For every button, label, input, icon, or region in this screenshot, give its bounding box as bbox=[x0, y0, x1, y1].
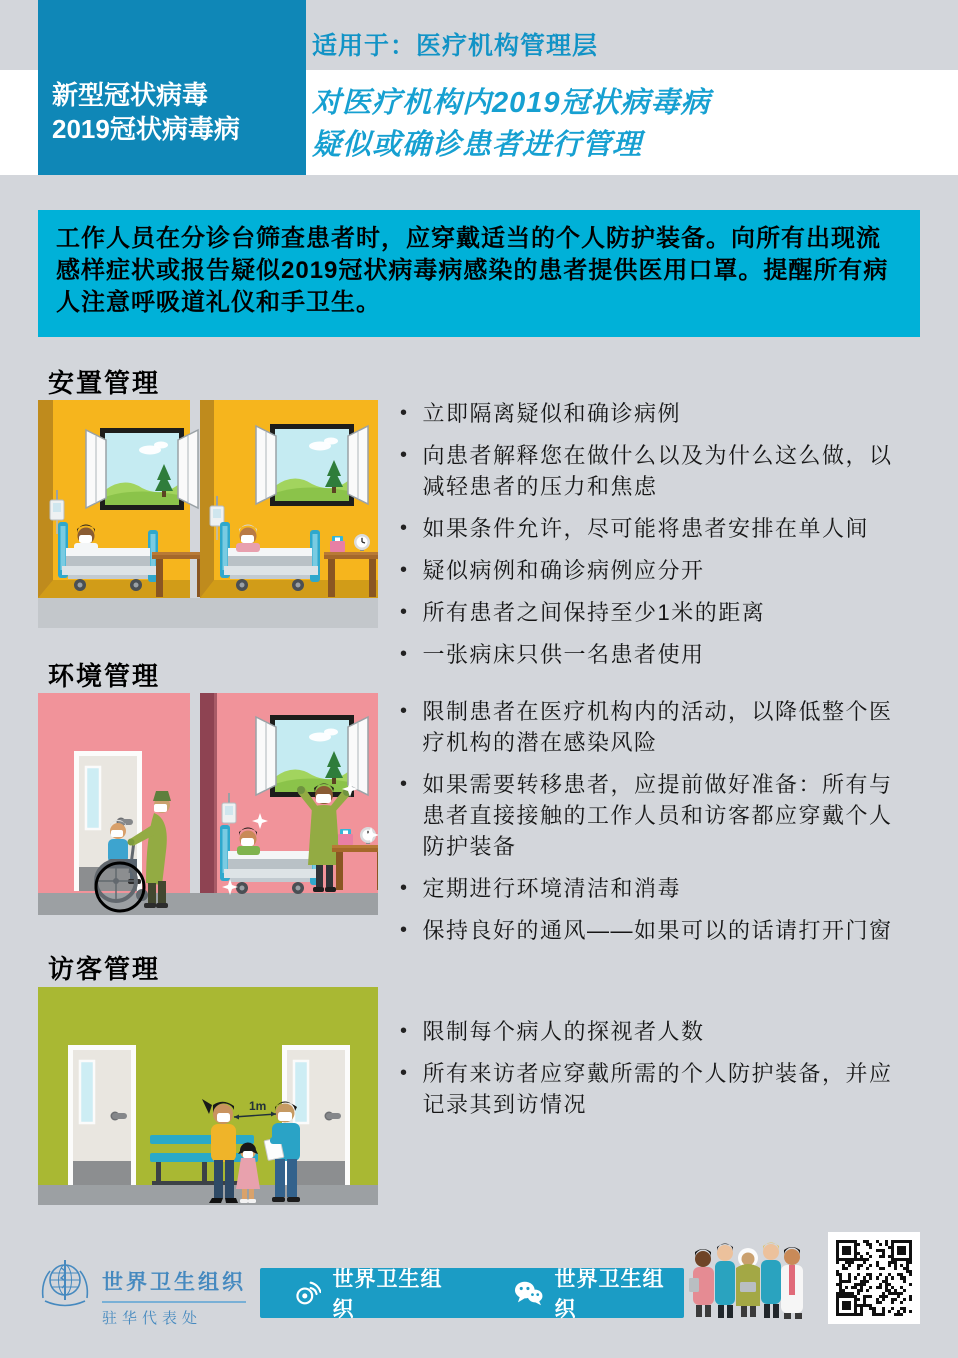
visitors-bullet-list bbox=[400, 1016, 906, 1131]
list-item: • 定期进行环境清洁和消毒 bbox=[400, 873, 906, 904]
virus-name-line2: 2019冠状病毒病 bbox=[52, 114, 240, 144]
worker-figure bbox=[781, 1247, 803, 1319]
qr-code-grid bbox=[836, 1240, 912, 1316]
virus-name-line1: 新型冠状病毒 bbox=[52, 80, 209, 110]
list-item: • 如果需要转移患者，应提前做好准备：所有与患者直接接触的工作人员和访客都应穿戴个人防护装备 bbox=[400, 769, 906, 862]
environment-illustration bbox=[38, 693, 378, 928]
list-item: • 所有患者之间保持至少1米的距离 bbox=[400, 597, 906, 628]
placement-illustration-svg bbox=[38, 400, 378, 628]
tissue-box-icon bbox=[338, 829, 353, 845]
worker-figure bbox=[736, 1248, 760, 1317]
list-item: • 向患者解释您在做什么以及为什么这么做，以减轻患者的压力和焦虑 bbox=[400, 440, 906, 502]
list-item: • 一张病床只供一名患者使用 bbox=[400, 639, 906, 670]
bullet-icon: • bbox=[400, 1020, 409, 1042]
cleaning-scene bbox=[200, 693, 378, 895]
healthcare-workers-svg bbox=[688, 1242, 808, 1320]
qr-code bbox=[828, 1232, 920, 1324]
floor-strip bbox=[38, 893, 378, 915]
weibo-account bbox=[294, 1263, 462, 1323]
page-title-line2: 疑似或确诊患者进行管理 bbox=[312, 129, 643, 161]
audience-label: 适用于：医疗机构管理层 bbox=[312, 32, 599, 60]
isolation-room-2 bbox=[200, 400, 378, 598]
who-office: 驻华代表处 bbox=[102, 1310, 203, 1327]
tissue-box-icon bbox=[330, 536, 345, 552]
visitors-illustration-svg bbox=[38, 987, 378, 1219]
who-logo bbox=[36, 1254, 246, 1328]
list-item: • 立即隔离疑似和确诊病例 bbox=[400, 398, 906, 429]
bullet-icon: • bbox=[400, 919, 409, 941]
environment-bullet-list bbox=[400, 696, 906, 957]
worker-figure bbox=[761, 1242, 781, 1318]
corridor-scene bbox=[38, 693, 190, 911]
bullet-icon: • bbox=[400, 559, 409, 581]
bullet-icon: • bbox=[400, 877, 409, 899]
social-media-bar bbox=[260, 1268, 684, 1321]
floor-strip bbox=[38, 598, 378, 628]
bullet-icon: • bbox=[400, 444, 409, 466]
bullet-icon: • bbox=[400, 517, 409, 539]
virus-name-box bbox=[38, 0, 306, 175]
worker-figure bbox=[689, 1249, 714, 1317]
worker-figure bbox=[715, 1243, 735, 1318]
distance-label: 1m bbox=[249, 1099, 267, 1113]
weibo-icon bbox=[294, 1279, 321, 1307]
wechat-account bbox=[514, 1263, 684, 1323]
weibo-account-name: 世界卫生组织 bbox=[332, 1268, 443, 1321]
page-title bbox=[312, 82, 711, 166]
wechat-icon bbox=[514, 1280, 543, 1307]
door bbox=[68, 1045, 136, 1185]
bullet-icon: • bbox=[400, 1062, 409, 1084]
open-window-icon bbox=[256, 424, 368, 506]
placement-bullet-list bbox=[400, 398, 906, 681]
environment-illustration-svg bbox=[38, 693, 378, 928]
bullet-icon: • bbox=[400, 700, 409, 722]
isolation-room-1 bbox=[38, 400, 208, 598]
wechat-account-name: 世界卫生组织 bbox=[554, 1268, 665, 1321]
page-title-line1: 对医疗机构内2019冠状病毒病 bbox=[312, 87, 711, 119]
visitors-illustration bbox=[38, 987, 378, 1219]
list-item: • 限制患者在医疗机构内的活动，以降低整个医疗机构的潜在感染风险 bbox=[400, 696, 906, 758]
callout-box: 工作人员在分诊台筛查患者时，应穿戴适当的个人防护装备。向所有出现流感样症状或报告疑似2019冠状病毒病感染的患者提供医用口罩。提醒所有病人注意呼吸道礼仪和手卫生。 bbox=[38, 210, 920, 337]
list-item: • 限制每个病人的探视者人数 bbox=[400, 1016, 906, 1047]
section-heading-visitors: 访客管理 bbox=[48, 954, 161, 984]
section-heading-placement: 安置管理 bbox=[48, 368, 161, 398]
who-name: 世界卫生组织 bbox=[102, 1271, 246, 1294]
open-window-icon bbox=[86, 428, 198, 510]
section-heading-environment: 环境管理 bbox=[48, 661, 161, 691]
bullet-icon: • bbox=[400, 601, 409, 623]
list-item: • 如果条件允许，尽可能将患者安排在单人间 bbox=[400, 513, 906, 544]
floor-strip bbox=[38, 1185, 378, 1205]
bullet-icon: • bbox=[400, 643, 409, 665]
healthcare-workers-illustration bbox=[688, 1242, 808, 1325]
bullet-icon: • bbox=[400, 402, 409, 424]
who-rule bbox=[102, 1301, 246, 1303]
placement-illustration bbox=[38, 400, 378, 628]
who-emblem-icon bbox=[36, 1254, 94, 1316]
list-item: • 所有来访者应穿戴所需的个人防护装备，并应记录其到访情况 bbox=[400, 1058, 906, 1120]
list-item: • 保持良好的通风——如果可以的话请打开门窗 bbox=[400, 915, 906, 946]
who-logo-text bbox=[102, 1254, 246, 1328]
list-item: • 疑似病例和确诊病例应分开 bbox=[400, 555, 906, 586]
bullet-icon: • bbox=[400, 773, 409, 795]
